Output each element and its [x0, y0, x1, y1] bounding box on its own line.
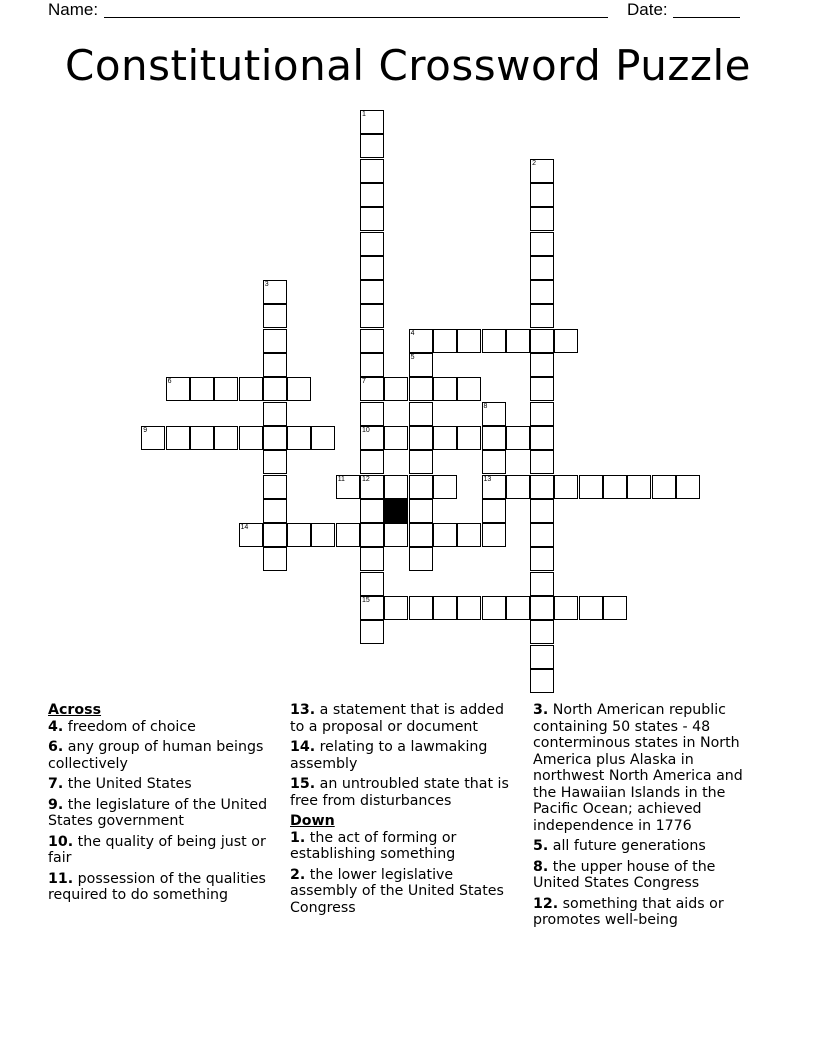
grid-cell[interactable] — [433, 426, 457, 450]
grid-cell[interactable] — [360, 426, 384, 450]
grid-cell[interactable] — [263, 475, 287, 499]
grid-cell[interactable] — [530, 547, 554, 571]
grid-cell[interactable] — [360, 402, 384, 426]
clue-across-4: 4. freedom of choice — [48, 718, 196, 735]
clue-column-2 — [290, 702, 520, 920]
clue-number: 6 — [167, 378, 172, 386]
grid-cell[interactable] — [360, 329, 384, 353]
grid-cell[interactable] — [360, 547, 384, 571]
clue-across-9: 9. the legislature of the United States government — [48, 796, 268, 829]
grid-cell[interactable] — [263, 377, 287, 401]
clue-number: 3 — [264, 281, 269, 289]
grid-cell[interactable] — [384, 475, 408, 499]
grid-cell[interactable] — [360, 280, 384, 304]
grid-cell[interactable] — [603, 475, 627, 499]
grid-cell[interactable] — [263, 280, 287, 304]
grid-cell[interactable] — [360, 475, 384, 499]
clue-across-10: 10. the quality of being just or fair — [48, 833, 266, 866]
clue-down-12: 12. something that aids or promotes well-being — [533, 895, 724, 928]
grid-cell[interactable] — [627, 475, 651, 499]
grid-cell[interactable] — [384, 377, 408, 401]
clue-number: 14 — [240, 524, 249, 532]
grid-cell[interactable] — [263, 304, 287, 328]
grid-cell[interactable] — [263, 353, 287, 377]
clue-number: 12 — [362, 475, 370, 483]
grid-cell[interactable] — [360, 183, 384, 207]
grid-cell[interactable] — [482, 329, 506, 353]
grid-cell[interactable] — [360, 499, 384, 523]
grid-cell[interactable] — [360, 377, 384, 401]
grid-cell[interactable] — [239, 426, 263, 450]
clue-down-8: 8. the upper house of the United States Congress — [533, 858, 716, 891]
clue-across-15: 15. an untroubled state that is free from disturbances — [290, 776, 509, 809]
grid-cell[interactable] — [530, 377, 554, 401]
grid-cell[interactable] — [336, 523, 360, 547]
clue-number: 5 — [410, 354, 415, 361]
grid-cell[interactable] — [263, 499, 287, 523]
grid-cell[interactable] — [530, 426, 554, 450]
grid-cell[interactable] — [676, 475, 700, 499]
grid-cell[interactable] — [409, 547, 433, 571]
grid-cell[interactable] — [433, 329, 457, 353]
grid-cell[interactable] — [506, 329, 530, 353]
grid-cell[interactable] — [409, 450, 433, 474]
grid-cell[interactable] — [506, 475, 530, 499]
grid-cell[interactable] — [239, 523, 263, 547]
clue-number: 9 — [143, 426, 148, 434]
grid-cell[interactable] — [190, 426, 214, 450]
grid-cell[interactable] — [530, 669, 554, 693]
grid-cell[interactable] — [457, 523, 481, 547]
clue-number: 13 — [483, 475, 492, 483]
grid-cell[interactable] — [482, 523, 506, 547]
grid-cell[interactable] — [530, 596, 554, 620]
grid-cell[interactable] — [530, 645, 554, 669]
grid-cell[interactable] — [482, 499, 506, 523]
grid-cell[interactable] — [530, 353, 554, 377]
clue-column-3 — [533, 702, 763, 933]
grid-cell[interactable] — [384, 596, 408, 620]
grid-cell[interactable] — [214, 426, 238, 450]
grid-cell[interactable] — [360, 304, 384, 328]
clue-down-1: 1. the act of forming or establishing something — [290, 829, 457, 862]
grid-cell[interactable] — [360, 232, 384, 256]
grid-cell[interactable] — [263, 426, 287, 450]
grid-cell[interactable] — [409, 377, 433, 401]
grid-cell[interactable] — [482, 450, 506, 474]
clue-across-13: 13. a statement that is added to a proposal or document — [290, 702, 505, 735]
grid-cell[interactable] — [554, 475, 578, 499]
grid-cell[interactable] — [482, 475, 506, 499]
clue-across-6: 6. any group of human beings collectively — [48, 739, 264, 772]
grid-cell[interactable] — [530, 402, 554, 426]
grid-cell[interactable] — [263, 402, 287, 426]
clue-number: 4 — [410, 329, 415, 337]
clue-number: 2 — [532, 159, 536, 167]
grid-cell[interactable] — [360, 450, 384, 474]
grid-cell[interactable] — [530, 304, 554, 328]
grid-cell[interactable] — [530, 232, 554, 256]
grid-cell[interactable] — [506, 426, 530, 450]
grid-cell[interactable] — [141, 426, 165, 450]
clue-number: 15 — [362, 597, 370, 604]
grid-cell[interactable] — [409, 523, 433, 547]
grid-cell[interactable] — [433, 596, 457, 620]
grid-cell[interactable] — [360, 572, 384, 596]
grid-cell[interactable] — [336, 475, 360, 499]
grid-cell[interactable] — [384, 523, 408, 547]
grid-cell[interactable] — [239, 377, 263, 401]
grid-cell[interactable] — [530, 183, 554, 207]
grid-cell[interactable] — [166, 426, 190, 450]
grid-cell[interactable] — [530, 256, 554, 280]
grid-cell[interactable] — [360, 134, 384, 158]
grid-cell[interactable] — [457, 377, 481, 401]
grid-cell[interactable] — [360, 620, 384, 644]
grid-cell[interactable] — [530, 523, 554, 547]
date-label: Date: — [627, 0, 668, 19]
grid-cell[interactable] — [579, 596, 603, 620]
grid-cell[interactable] — [311, 523, 335, 547]
across-heading: Across — [48, 702, 102, 718]
clue-across-14: 14. relating to a lawmaking assembly — [290, 739, 488, 772]
grid-cell[interactable] — [530, 450, 554, 474]
grid-cell[interactable] — [360, 353, 384, 377]
grid-cell[interactable] — [506, 596, 530, 620]
grid-cell[interactable] — [409, 499, 433, 523]
clue-down-2: 2. the lower legislative assembly of the United States Congress — [290, 866, 504, 916]
grid-cell[interactable] — [409, 426, 433, 450]
clue-column-1 — [48, 702, 278, 908]
grid-cell[interactable] — [287, 377, 311, 401]
grid-cell[interactable] — [263, 547, 287, 571]
grid-cell[interactable] — [530, 499, 554, 523]
grid-cell[interactable] — [530, 207, 554, 231]
clue-number: 1 — [362, 111, 366, 118]
clue-across-7: 7. the United States — [48, 776, 192, 792]
grid-cell[interactable] — [530, 159, 554, 183]
grid-cell[interactable] — [530, 475, 554, 499]
clue-down-5: 5. all future generations — [533, 838, 706, 854]
grid-cell[interactable] — [409, 475, 433, 499]
grid-cell[interactable] — [263, 329, 287, 353]
grid-block — [384, 499, 408, 523]
grid-cell[interactable] — [530, 572, 554, 596]
grid-cell[interactable] — [409, 596, 433, 620]
grid-cell[interactable] — [409, 402, 433, 426]
grid-cell[interactable] — [311, 426, 335, 450]
clue-down-3: 3. North American republic containing 50 states - 48 conterminous states in North America plus Alaska in northwest North America and the Hawaiian Islands in the Pacific Ocean; achieved independence in 1776 — [533, 702, 743, 834]
grid-cell[interactable] — [530, 329, 554, 353]
grid-cell[interactable] — [360, 110, 384, 134]
grid-cell[interactable] — [409, 353, 433, 377]
grid-cell[interactable] — [360, 523, 384, 547]
grid-cell[interactable] — [530, 620, 554, 644]
clue-across-11: 11. possession of the qualities required to do something — [48, 870, 266, 903]
clue-number: 11 — [337, 475, 345, 483]
grid-cell[interactable] — [603, 596, 627, 620]
grid-cell[interactable] — [579, 475, 603, 499]
grid-cell[interactable] — [554, 329, 578, 353]
grid-cell[interactable] — [360, 596, 384, 620]
grid-cell[interactable] — [457, 596, 481, 620]
grid-cell[interactable] — [482, 426, 506, 450]
grid-cell[interactable] — [433, 377, 457, 401]
grid-cell[interactable] — [482, 402, 506, 426]
grid-cell[interactable] — [482, 596, 506, 620]
grid-cell[interactable] — [166, 377, 190, 401]
grid-cell[interactable] — [652, 475, 676, 499]
grid-cell[interactable] — [360, 159, 384, 183]
grid-cell[interactable] — [384, 426, 408, 450]
clue-number: 7 — [362, 378, 366, 386]
grid-cell[interactable] — [287, 426, 311, 450]
grid-cell[interactable] — [554, 596, 578, 620]
page-title: Constitutional Crossword Puzzle — [65, 41, 751, 90]
down-heading: Down — [290, 813, 335, 829]
grid-cell[interactable] — [263, 450, 287, 474]
grid-cell[interactable] — [360, 256, 384, 280]
grid-cell[interactable] — [360, 207, 384, 231]
grid-cell[interactable] — [409, 329, 433, 353]
grid-cell[interactable] — [190, 377, 214, 401]
grid-cell[interactable] — [457, 329, 481, 353]
name-label: Name: — [48, 0, 99, 19]
clue-number: 10 — [362, 426, 370, 434]
grid-cell[interactable] — [457, 426, 481, 450]
grid-cell[interactable] — [433, 523, 457, 547]
grid-cell[interactable] — [530, 280, 554, 304]
grid-cell[interactable] — [263, 523, 287, 547]
grid-cell[interactable] — [433, 475, 457, 499]
grid-cell[interactable] — [287, 523, 311, 547]
clue-number: 8 — [483, 402, 488, 410]
grid-cell[interactable] — [214, 377, 238, 401]
